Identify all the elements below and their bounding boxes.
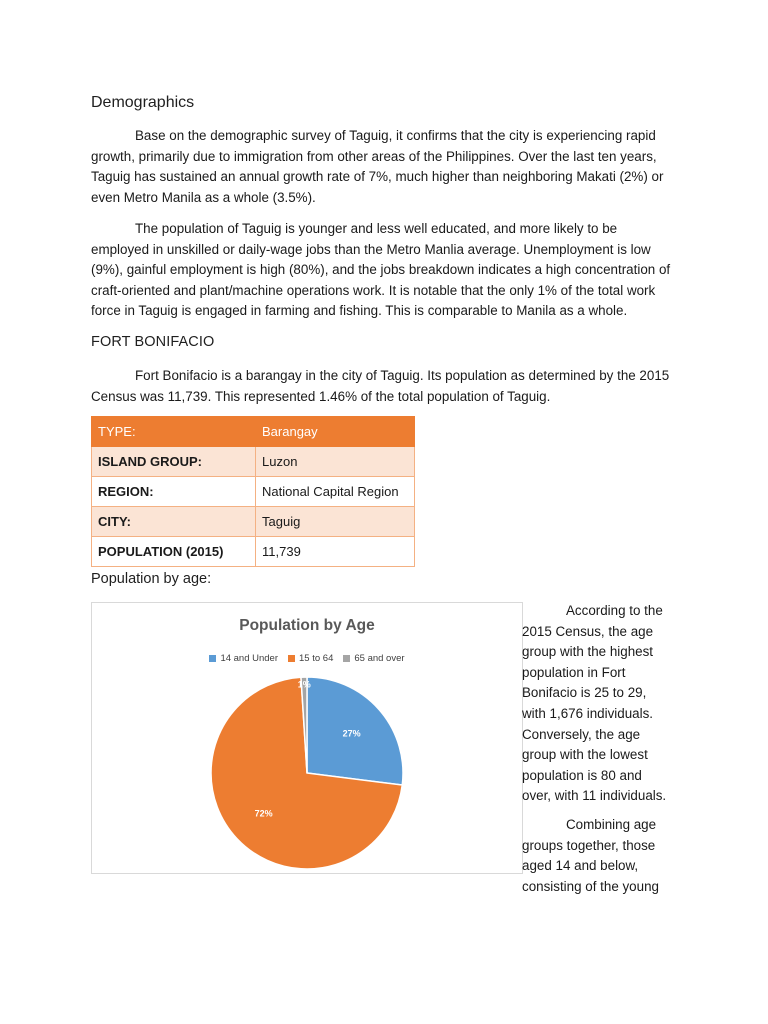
pie-data-label: 1% [297,679,311,690]
table-row [92,507,415,537]
population-by-age-heading: Population by age: [91,571,212,587]
table-row [92,537,415,567]
table-key: ISLAND GROUP: [92,447,256,477]
paragraph-fort-bonifacio: Fort Bonifacio is a barangay in the city of Taguig. Its population as determined by the 2015 Census was 11,739. This represented 1.46% of the total population of Taguig. [91,368,670,404]
table-key: REGION: [92,477,256,507]
table-value: Barangay [256,417,415,447]
pie-svg [92,603,522,873]
legend-label: 15 to 64 [299,653,334,664]
table-row [92,417,415,447]
pie-chart [91,602,523,874]
paragraph-population: The population of Taguig is younger and less well educated, and more likely to be employed in unskilled or daily-wage jobs than the Metro Manlia average. Unemployment is low (9%), gainful employment is high (80%), and the jobs breakdown indicates a high concentration of craft-oriented and plant/machine operations work. It is notable that the only 1% of the total work force in Taguig is engaged in farming and fishing. This is comparable to Manila as a whole. [91,221,671,319]
table-key: POPULATION (2015) [92,537,256,567]
table-value: Luzon [256,447,415,477]
table-key: CITY: [92,507,256,537]
table-value: Taguig [256,507,415,537]
fort-bonifacio-heading: FORT BONIFACIO [91,334,215,350]
table-value: National Capital Region [256,477,415,507]
paragraph-growth: Base on the demographic survey of Taguig, it confirms that the city is experiencing rapid growth, primarily due to immigration from other areas of the Philippines. Over the last ten years, Taguig has sustained an annual growth rate of 7%, much higher than neighboring Makati (2%) or even Metro Manila as a whole (3.5%). [91,128,664,205]
side-paragraph-1: According to the 2015 Census, the age group with the highest population in Fort Bonifacio is 25 to 29, with 1,676 individuals. Conversely, the age group with the lowest population is 80 and over, with 11 individuals. [522,603,667,804]
side-text [522,601,672,897]
pie-data-label: 72% [254,808,273,819]
pie-data-label: 27% [342,728,361,739]
table-row [92,477,415,507]
table-key: TYPE: [92,417,256,447]
legend-label: 65 and over [354,653,405,664]
table-row [92,447,415,477]
section-title: Demographics [91,94,195,111]
table-value: 11,739 [256,537,415,567]
side-paragraph-2: Combining age groups together, those aged 14 and below, consisting of the young [522,816,659,894]
legend-label: 14 and Under [220,653,279,664]
chart-title: Population by Age [239,617,375,634]
info-table [91,416,415,567]
